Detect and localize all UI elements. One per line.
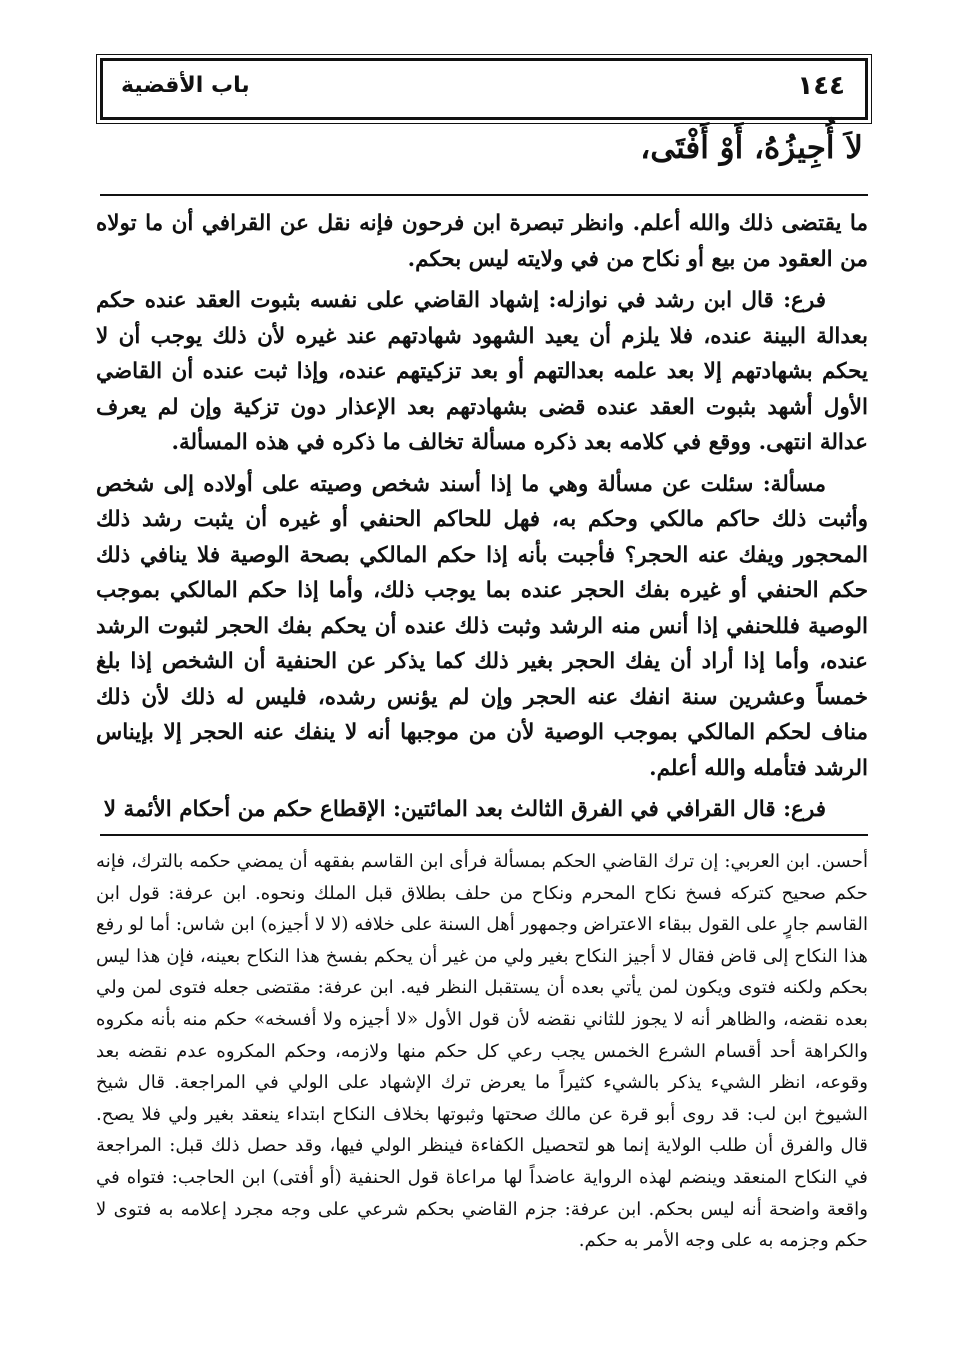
paragraph-1: ما يقتضى ذلك والله أعلم. وانظر تبصرة ابن فرحون فإنه نقل عن القرافي أن ما تولاه من العقود من بيع أو نكاح من في ولايته ليس بحكم.: [96, 211, 868, 272]
paragraph-4: فرع: قال القرافي في الفرق الثالث بعد المائتين: الإقطاع حكم من أحكام الأئمة لا: [103, 797, 826, 822]
page-number: ١٤٤: [797, 71, 845, 101]
footnote-divider: [100, 834, 868, 836]
main-text: [96, 206, 868, 834]
footnote-block: [96, 846, 868, 1257]
chapter-title: باب الأقضية: [121, 73, 250, 98]
top-divider: [100, 194, 868, 196]
footnote-text: أحسن. ابن العربي: إن ترك القاضي الحكم بمسألة فرأى ابن القاسم بفقهه أن يمضي حكمه بالترك، فإنه حكم صحيح كتركه فسخ نكاح المحرم ونكاح من حلف بطلاق قبل الملك ونحوه. ابن عرفة: قول ابن القاسم جارٍ على القول ببقاء الاعتراض وجمهور أهل السنة على خلافه (لا لا أجيزه) ابن شاس: أما لو رفع هذا النكاح إلى قاض فقال لا أجيز النكاح بغير ولي من غير أن يحكم بفسخ هذا النكاح بعينه، فإن هذا ليس بحكم ولكنه فتوى ويكون لمن يأتي بعده أن يستقبل النظر فيه. ابن عرفة: مقتضى جعله فتوى لمن ولي بعده نقضه، والظاهر أنه لا يجوز للثاني نقضه لأن قول الأول «لا أجيزه ولا أفسخه» حكم منه بأنه مكروه والكراهة أحد أقسام الشرع الخمس يجب رعي كل حكم منها ولازمه، وحكم المكروه عدم نقضه بعد وقوعه، انظر الشيء يذكر بالشيء كثيراً ما يعرض ترك الإشهاد على الولي في المراجعة. قال شيخ الشيوخ ابن لب: قد روى أبو قرة عن مالك صحتها وثبوتها بخلاف النكاح ابتداء ينعقد بغير ولي فلا يصح. قال والفرق أن طلب الولاية إنما هو لتحصيل الكفاءة فينظر الولي فيها، وقد حصل ذلك قبل: المراجعة في النكاح المنعقد وينضم لهذه الرواية عاضداً لها مراعاة قول الحنفية (أو أفتى) ابن الحاجب: فتواه في واقعة واضحة أنه ليس بحكم. ابن عرفة: جزم القاضي بحكم شرعي على وجه مجرد إعلامه به فتوى لا حكم وجزمه به على وجه الأمر به حكم.: [96, 851, 868, 1252]
running-header: [100, 58, 868, 120]
verse-line: لاَ أُجِيزُهُ، أَوْ أَفْتَى،: [640, 130, 863, 166]
paragraph-2: فرع: قال ابن رشد في نوازله: إشهاد القاضي على نفسه بثبوت العقد عنده حكم بعدالة البينة عنده، فلا يلزم أن يعيد الشهود شهادتهم عند غيره لأن ذلك يوجب أن لا يحكم بشهادتهم إلا بعد علمه بعدالتهم أو بعد تزكيتهم عنده، وإذا ثبت عنده أن القاضي الأول أشهد بثبوت العقد عنده قضى بشهادتهم بعد الإعذار دون تزكية وإن لم يعرف عدالة انتهى. ووقع في كلامه بعد ذكره مسألة تخالف ما ذكره في هذه المسألة.: [96, 288, 868, 455]
paragraph-3: مسألة: سئلت عن مسألة وهي ما إذا أسند شخص وصيته على أولاده إلى شخص وأثبت ذلك حاكم مالكي وحكم به، فهل للحاكم الحنفي أو غيره أن يثبت رشد ذلك المحجور ويفك عنه الحجر؟ فأجبت بأنه إذا حكم المالكي بصحة الوصية فلا ينافي ذلك حكم الحنفي أو غيره بفك الحجر عنده بما يوجب ذلك، وأما إذا حكم المالكي بموجب الوصية فللحنفي إذا أنس منه الرشد وثبت ذلك عنده أن يحكم بفك الحجر لثبوت الرشد عنده، وأما إذا أراد أن يفك الحجر بغير ذلك كما يذكر عن الحنفية أن الشخص إذا بلغ خمساً وعشرين سنة انفك عنه الحجر وإن لم يؤنس رشده، فليس له ذلك لأن ذلك مناف لحكم المالكي بموجب الوصية لأن من موجبها أنه لا ينفك عنه الحجر إلا بإيناس الرشد فتأمله والله أعلم.: [96, 471, 868, 781]
